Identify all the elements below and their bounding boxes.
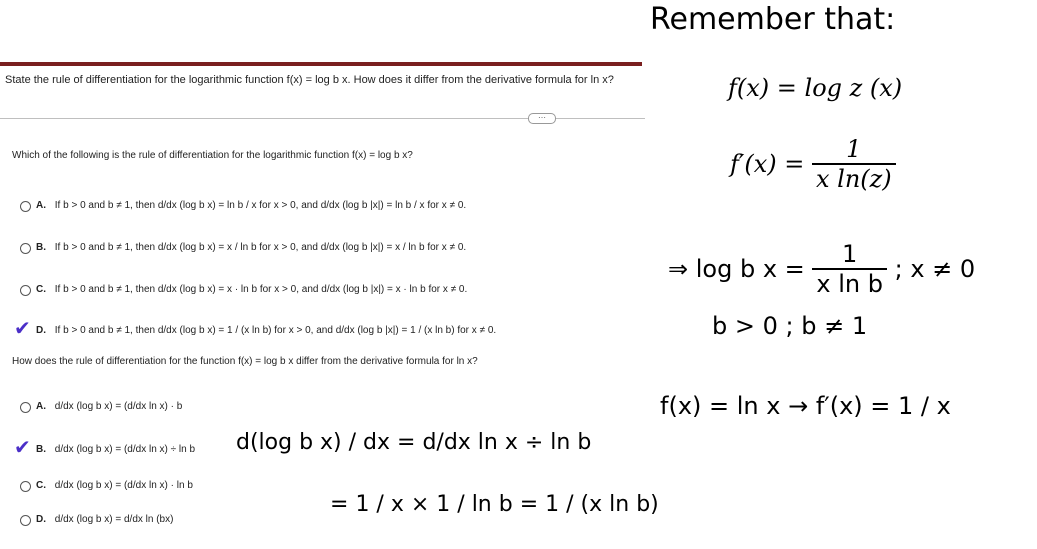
option-text: d/dx (log b x) = (d/dx ln x) · ln b bbox=[54, 480, 193, 491]
check-mark-icon: ✔ bbox=[14, 437, 31, 459]
option-text: If b > 0 and b ≠ 1, then d/dx (log b x) = x / ln b for x > 0, and d/dx (log b |x|) = x / ln b for x ≠ 0. bbox=[54, 242, 467, 253]
option-text: d/dx (log b x) = (d/dx ln x) ÷ ln b bbox=[54, 444, 196, 455]
option-letter: A. bbox=[36, 401, 46, 412]
option-text: If b > 0 and b ≠ 1, then d/dx (log b x) = x · ln b for x > 0, and d/dx (log b |x|) = x · ln b for x ≠ 0. bbox=[54, 284, 468, 295]
question-accent-bar bbox=[0, 62, 642, 66]
remember-heading: Remember that: bbox=[650, 2, 896, 37]
check-mark-icon: ✔ bbox=[14, 318, 31, 340]
fraction-denominator: x ln b bbox=[812, 268, 887, 298]
ln-derivative-rule: f(x) = ln x → f′(x) = 1 / x bbox=[660, 392, 951, 420]
radio-button[interactable] bbox=[20, 243, 31, 254]
option-letter: B. bbox=[36, 242, 46, 253]
option-text: If b > 0 and b ≠ 1, then d/dx (log b x) = ln b / x for x > 0, and d/dx (log b |x|) = ln b / x for x ≠ 0. bbox=[54, 200, 467, 211]
sub-question-1: Which of the following is the rule of differentiation for the logarithmic function f(x) = log b x? bbox=[12, 150, 413, 161]
derivation-line-2 bbox=[330, 492, 659, 517]
radio-button[interactable] bbox=[20, 402, 31, 413]
derivative-formula bbox=[730, 135, 896, 193]
fraction-denominator: x ln(z) bbox=[812, 163, 896, 193]
equals-sign: = bbox=[330, 492, 349, 517]
fraction-numerator: 1 bbox=[846, 135, 862, 163]
option-letter: D. bbox=[36, 514, 46, 525]
fraction-numerator: 1 bbox=[842, 240, 858, 268]
equals-sign: = bbox=[519, 492, 539, 517]
option-letter: A. bbox=[36, 200, 46, 211]
radio-button[interactable] bbox=[20, 515, 31, 526]
option-text: d/dx (log b x) = (d/dx ln x) · b bbox=[54, 401, 183, 412]
option-letter: D. bbox=[36, 325, 46, 336]
log-rule-condition: ; x ≠ 0 bbox=[894, 255, 976, 283]
radio-button[interactable] bbox=[20, 481, 31, 492]
question-prompt: State the rule of differentiation for the logarithmic function f(x) = log b x. How does it differ from the derivative formula for ln x? bbox=[5, 74, 614, 86]
option-letter: B. bbox=[36, 444, 46, 455]
option-letter: C. bbox=[36, 284, 46, 295]
log-rule bbox=[668, 240, 975, 298]
option-text: d/dx (log b x) = d/dx ln (bx) bbox=[54, 514, 174, 525]
log-rule-lhs: ⇒ log b x = bbox=[668, 255, 805, 283]
sub-question-2: How does the rule of differentiation for the function f(x) = log b x differ from the derivative formula for ln x? bbox=[12, 356, 478, 367]
derivation-result: 1 / (x ln b) bbox=[545, 492, 659, 517]
derivation-term: 1 / x bbox=[355, 492, 404, 517]
radio-button[interactable] bbox=[20, 285, 31, 296]
option-letter: C. bbox=[36, 480, 46, 491]
more-button[interactable]: ⋯ bbox=[528, 113, 556, 124]
derivation-term: 1 / ln b bbox=[436, 492, 513, 517]
radio-button[interactable] bbox=[20, 201, 31, 212]
option-text: If b > 0 and b ≠ 1, then d/dx (log b x) = 1 / (x ln b) for x > 0, and d/dx (log b |x|) = 1 / (x ln b) for x ≠ 0. bbox=[54, 325, 497, 336]
function-definition: f(x) = log z (x) bbox=[728, 74, 903, 102]
base-conditions: b > 0 ; b ≠ 1 bbox=[712, 312, 868, 340]
times-sign: × bbox=[410, 492, 430, 517]
derivation-line-1: d(log b x) / dx = d/dx ln x ÷ ln b bbox=[236, 430, 592, 455]
derivative-lhs: f′(x) = bbox=[730, 150, 805, 178]
